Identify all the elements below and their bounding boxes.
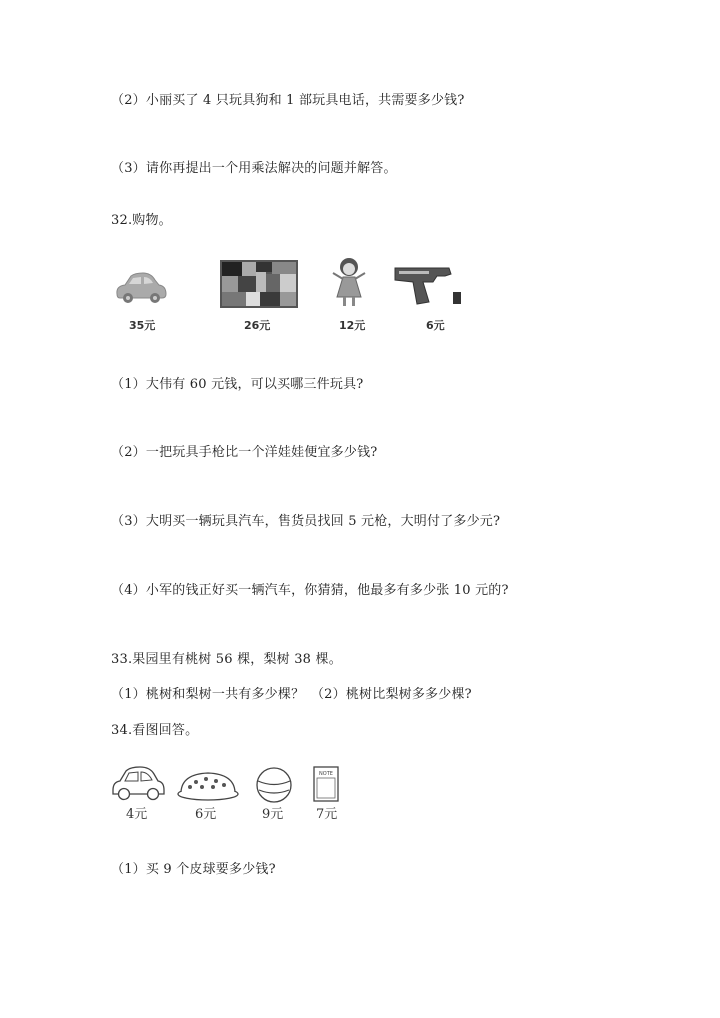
price-label: 12元 (339, 319, 366, 332)
toy-car-icon (113, 270, 169, 306)
q33-questions: （1）桃树和梨树一共有多少棵？ （2）桃树比梨树多多少棵? (111, 687, 472, 702)
q33-title: 33.果园里有桃树 56 棵，梨树 38 棵。 (111, 652, 342, 667)
toy-gun-icon (393, 264, 463, 306)
car-icon (110, 764, 166, 804)
price-label: 6元 (426, 319, 445, 332)
price-label: 6元 (195, 807, 217, 822)
q31-part2: （2）小丽买了 4 只玩具狗和 1 部玩具电话，共需要多少钱? (111, 93, 465, 108)
toy-blocks-icon (220, 260, 298, 308)
cake-icon (176, 768, 240, 802)
ball-icon (255, 766, 293, 804)
q32-question-3: （3）大明买一辆玩具汽车，售货员找回 5 元枪，大明付了多少元? (111, 514, 501, 529)
notebook-label: NOTE (319, 771, 333, 777)
price-label: 35元 (129, 319, 156, 332)
notebook-icon (313, 766, 339, 802)
price-label: 9元 (262, 807, 284, 822)
q32-question-4: （4）小军的钱正好买一辆汽车，你猜猜，他最多有多少张 10 元的? (111, 583, 509, 598)
q31-part3: （3）请你再提出一个用乘法解决的问题并解答。 (111, 161, 397, 176)
q32-question-1: （1）大伟有 60 元钱，可以买哪三件玩具? (111, 377, 364, 392)
price-label: 26元 (244, 319, 271, 332)
q34-question-1: （1）买 9 个皮球要多少钱? (111, 862, 276, 877)
q32-question-2: （2）一把玩具手枪比一个洋娃娃便宜多少钱? (111, 445, 378, 460)
q34-title: 34.看图回答。 (111, 723, 199, 738)
price-label: 7元 (316, 807, 338, 822)
doll-icon (331, 257, 367, 309)
q32-title: 32.购物。 (111, 213, 172, 228)
price-label: 4元 (126, 807, 148, 822)
